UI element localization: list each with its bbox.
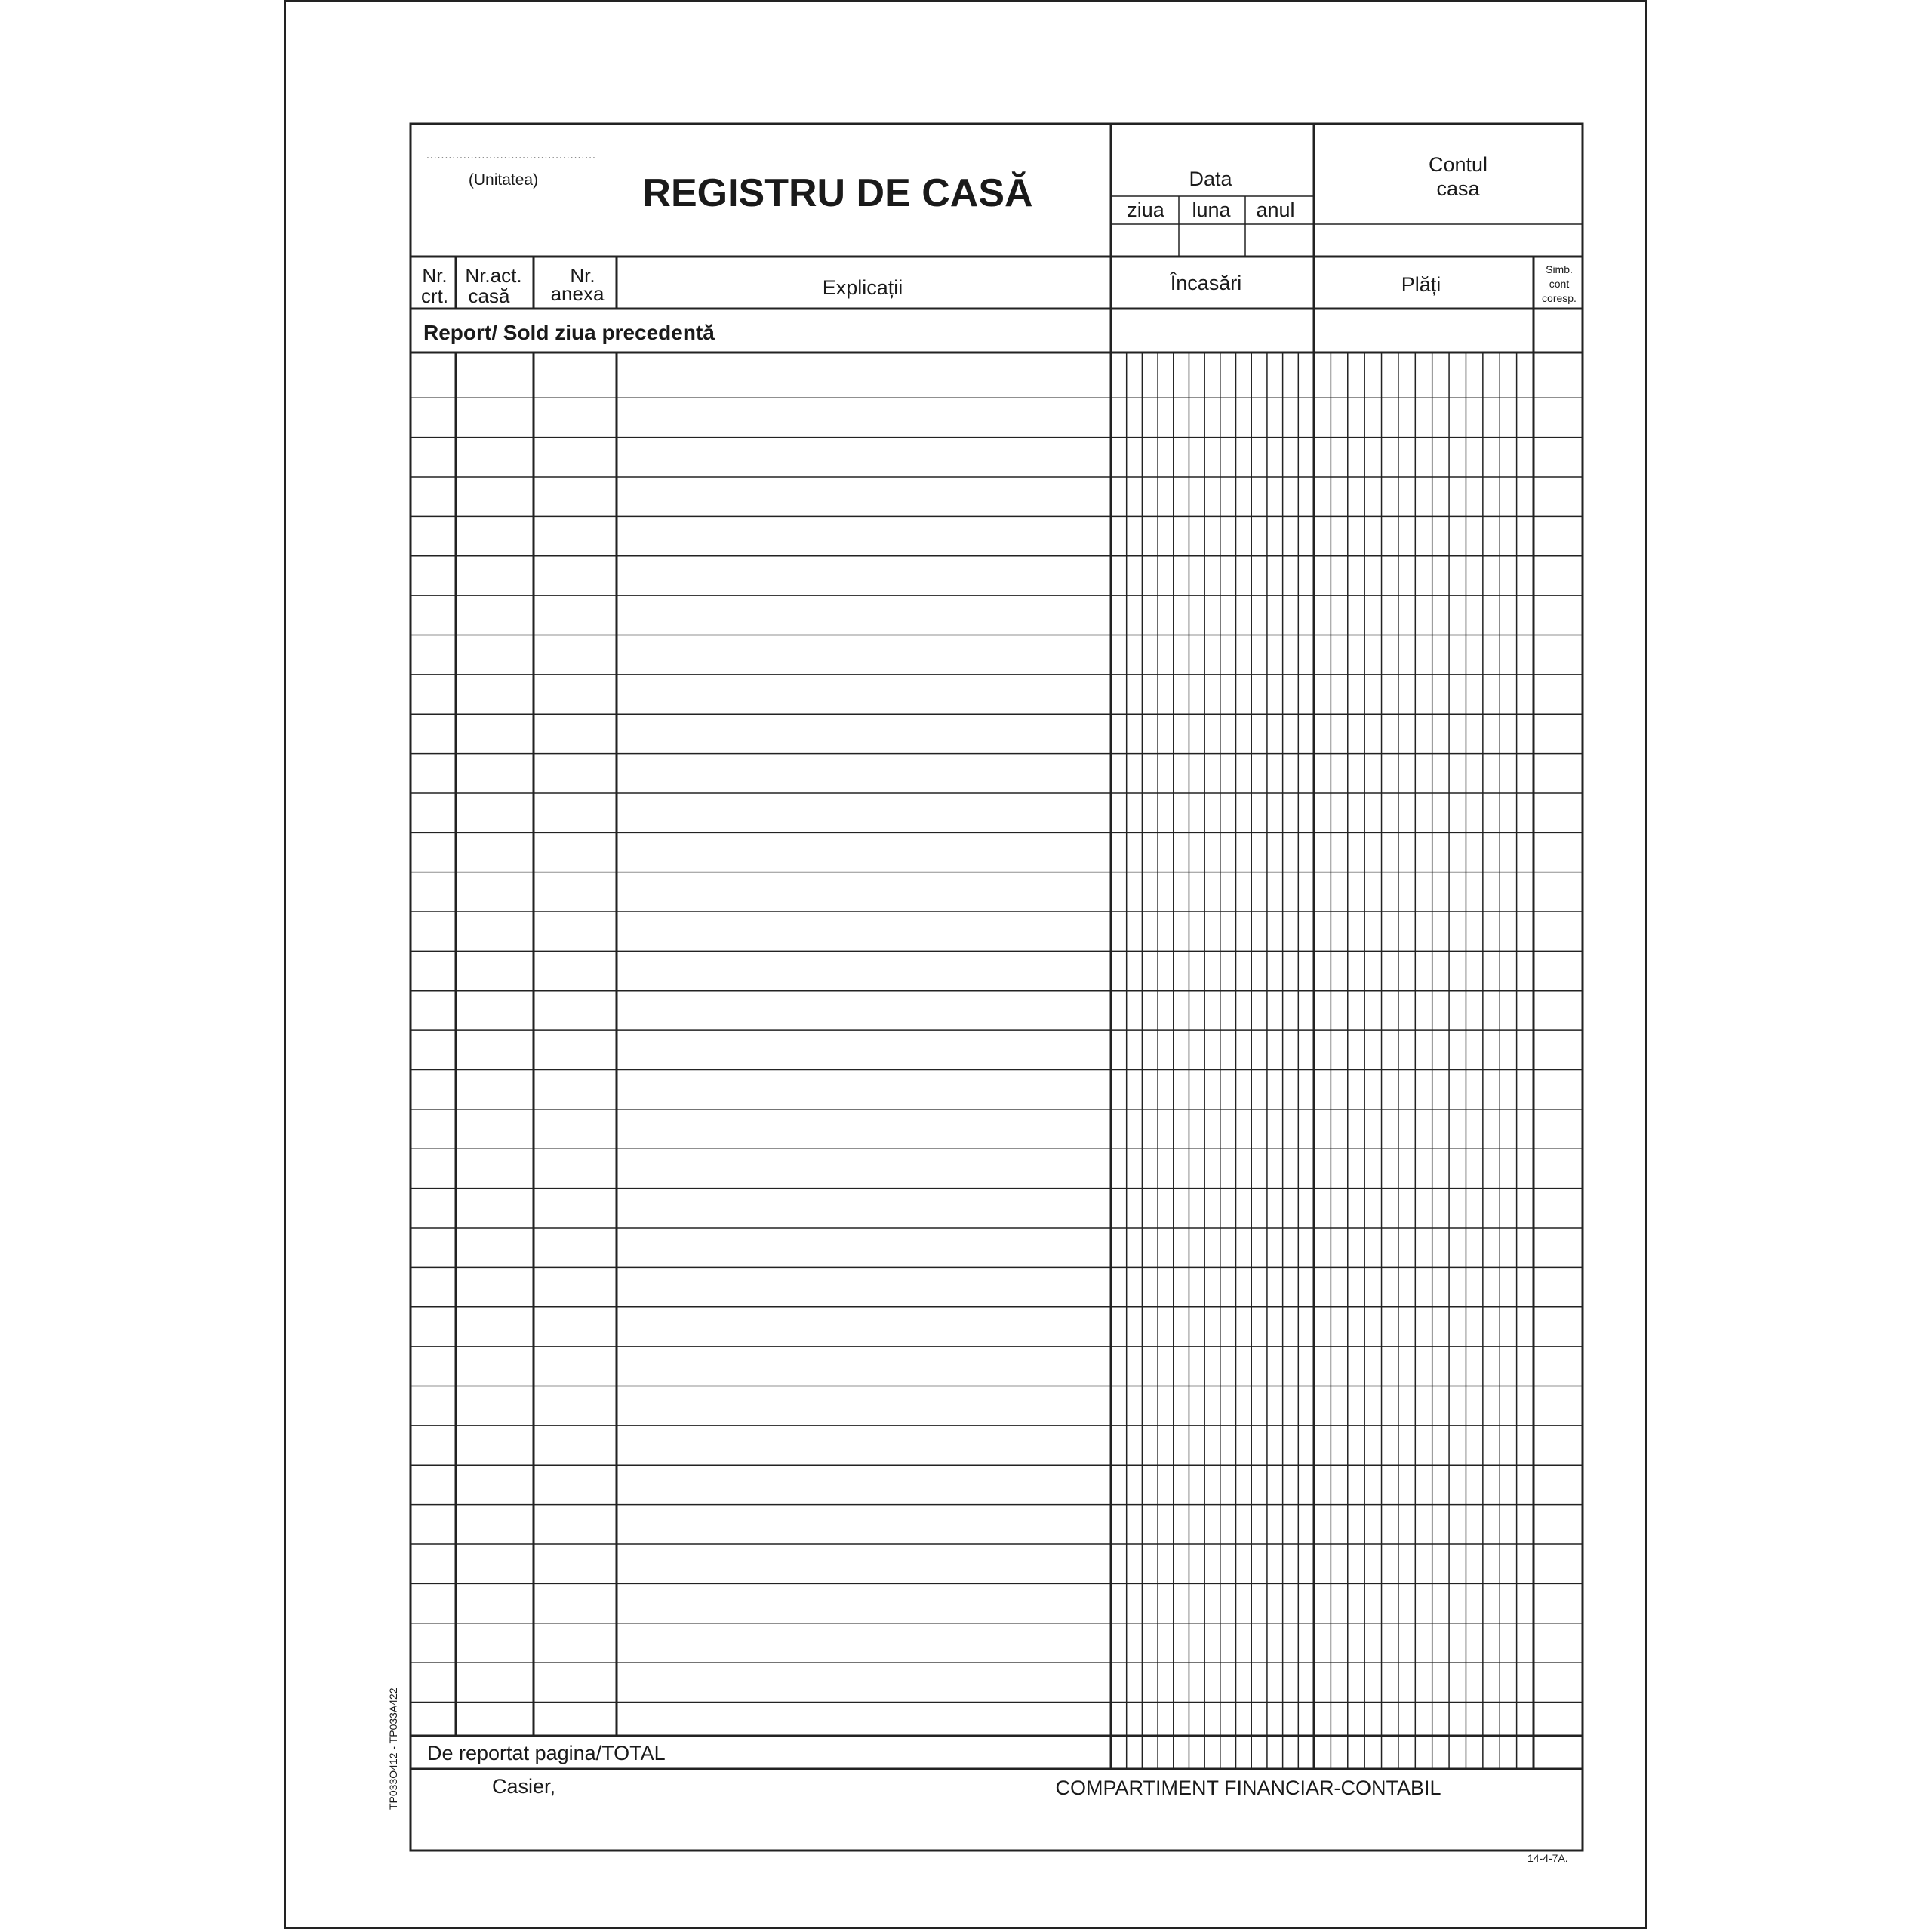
col-nr-crt-line2: crt. [420,285,449,307]
account-label-line1: Contul [1428,153,1488,176]
date-day-label: ziua [1127,198,1164,221]
report-previous-balance-label: Report/ Sold ziua precedentă [423,321,715,344]
col-simb-line1: Simb. [1546,263,1573,275]
financial-department-label: COMPARTIMENT FINANCIAR-CONTABIL [1055,1777,1441,1799]
account-label-line2: casa [1436,177,1480,200]
date-day-field[interactable] [1113,224,1179,256]
col-simb-line2: cont [1549,278,1570,290]
col-nr-act-line2: casă [468,285,510,307]
date-label: Data [1189,168,1232,190]
page-title: REGISTRU DE CASĂ [642,171,1033,215]
col-nr-act-line1: Nr.act. [465,264,522,287]
side-form-code: TP033O412 - TP033A422 [387,1687,399,1810]
date-month-label: luna [1192,198,1231,221]
col-nr-anexa-line2: anexa [550,282,605,305]
unit-label: (Unitatea) [468,171,539,189]
form-border [411,124,1583,1850]
date-year-field[interactable] [1247,224,1312,256]
form-code: 14-4-7A. [1527,1852,1568,1864]
total-label: De reportat pagina/TOTAL [427,1742,666,1764]
date-year-label: anul [1256,198,1295,221]
col-explicatii: Explicații [822,276,903,299]
col-nr-crt-line1: Nr. [422,264,448,287]
unit-dotted-line: .............................................. [426,149,596,161]
account-field[interactable] [1316,224,1581,256]
col-incasari: Încasări [1170,272,1242,294]
cashier-label: Casier, [492,1775,556,1798]
col-simb-line3: coresp. [1542,292,1577,304]
date-month-field[interactable] [1181,224,1245,256]
col-nr-anexa-line1: Nr. [570,264,595,287]
col-plati: Plăți [1401,273,1441,296]
